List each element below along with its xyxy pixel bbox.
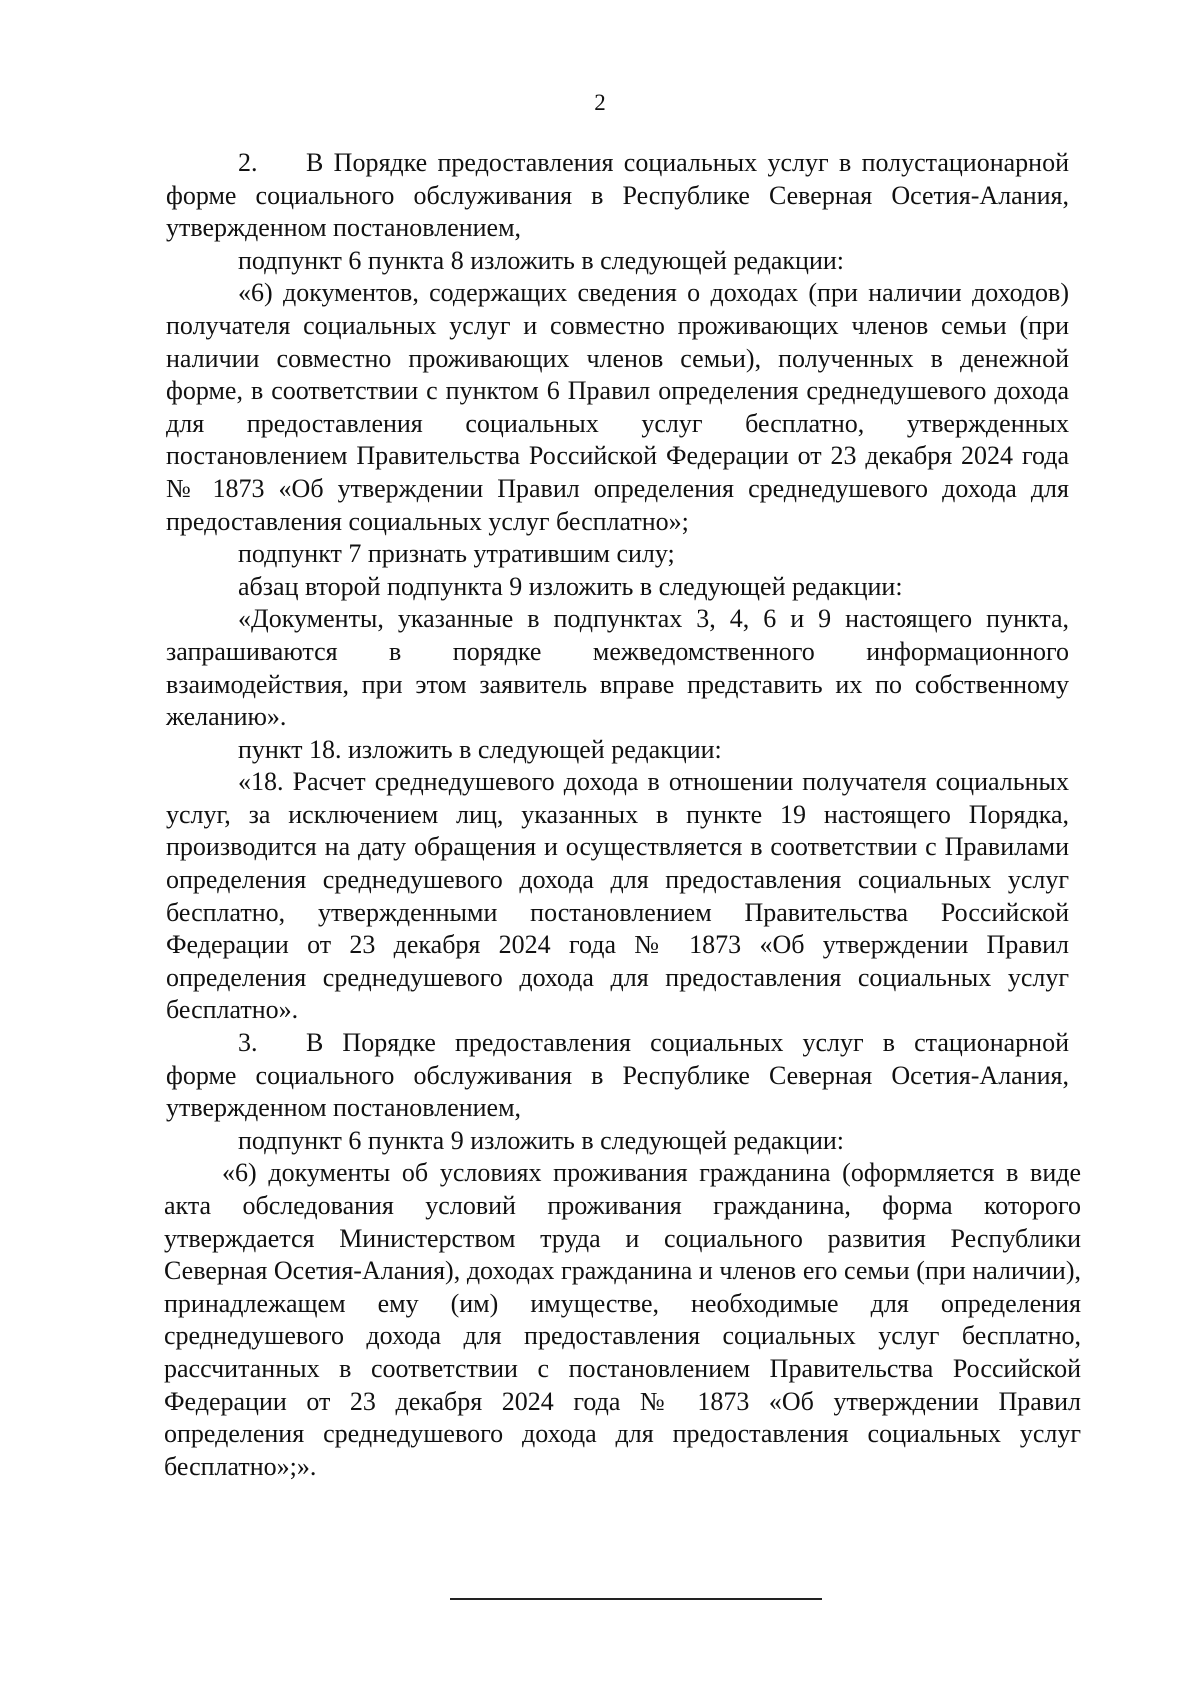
end-divider <box>450 1598 822 1600</box>
paragraph: «18. Расчет среднедушевого дохода в отношении получателя социальных услуг, за исключением лиц, указанных в пункте 19 настоящего Порядка, производится на дату обращения и осуществляется в соответствии с Правилами определения среднедушевого дохода для предоставления социальных услуг бесплатно, утвержденными постановлением Правительства Российской Федерации от 23 декабря 2024 года № 1873 «Об утверждении Правил определения среднедушевого дохода для предоставления социальных услуг бесплатно». <box>166 767 1069 1025</box>
paragraph-item-2 <box>166 147 1069 245</box>
document-body <box>164 147 1081 1483</box>
paragraph: абзац второй подпункта 9 изложить в следующей редакции: <box>238 571 903 601</box>
paragraph-text: В Порядке предоставления социальных услуг в полустационарной форме социального обслуживания в Республике Северная Осетия-Алания, утвержденном постановлением, <box>166 148 1069 243</box>
paragraph: подпункт 7 признать утратившим силу; <box>238 539 675 569</box>
paragraph: «6) документы об условиях проживания гражданина (оформляется в виде акта обследования условий проживания гражданина, форма которого утверждается Министерством труда и социального развития Республики Северная Осетия-Алания), доходах гражданина и членов его семьи (при наличии), принадлежащем ему (им) имуществе, необходимые для определения среднедушевого дохода для предоставления социальных услуг бесплатно, рассчитанных в соответствии с постановлением Правительства Российской Федерации от 23 декабря 2024 года № 1873 «Об утверждении Правил определения среднедушевого дохода для предоставления социальных услуг бесплатно»;». <box>164 1158 1081 1481</box>
item-number: 3. <box>238 1028 258 1058</box>
item-number: 2. <box>238 148 258 177</box>
paragraph: «6) документов, содержащих сведения о доходах (при наличии доходов) получателя социальных услуг и совместно проживающих членов семьи (при наличии совместно проживающих членов семьи), полученных в денежной форме, в соответствии с пунктом 6 Правил определения среднедушевого дохода для предоставления социальных услуг бесплатно, утвержденных постановлением Правительства Российской Федерации от 23 декабря 2024 года № 1873 «Об утверждении Правил определения среднедушевого дохода для предоставления социальных услуг бесплатно»; <box>166 278 1069 536</box>
page-number: 2 <box>594 90 606 115</box>
paragraph-item-3 <box>166 1027 1069 1125</box>
paragraph: «Документы, указанные в подпунктах 3, 4, 6 и 9 настоящего пункта, запрашиваются в порядке межведомственного информационного взаимодействия, при этом заявитель вправе представить их по собственному желанию». <box>166 604 1069 732</box>
paragraph: подпункт 6 пункта 9 изложить в следующей редакции: <box>238 1125 844 1155</box>
paragraph-text: В Порядке предоставления социальных услуг в стационарной форме социального обслуживания в Республике Северная Осетия-Алания, утвержденном постановлением, <box>166 1028 1069 1123</box>
paragraph: пункт 18. изложить в следующей редакции: <box>238 734 722 764</box>
paragraph: подпункт 6 пункта 8 изложить в следующей редакции: <box>238 245 844 275</box>
